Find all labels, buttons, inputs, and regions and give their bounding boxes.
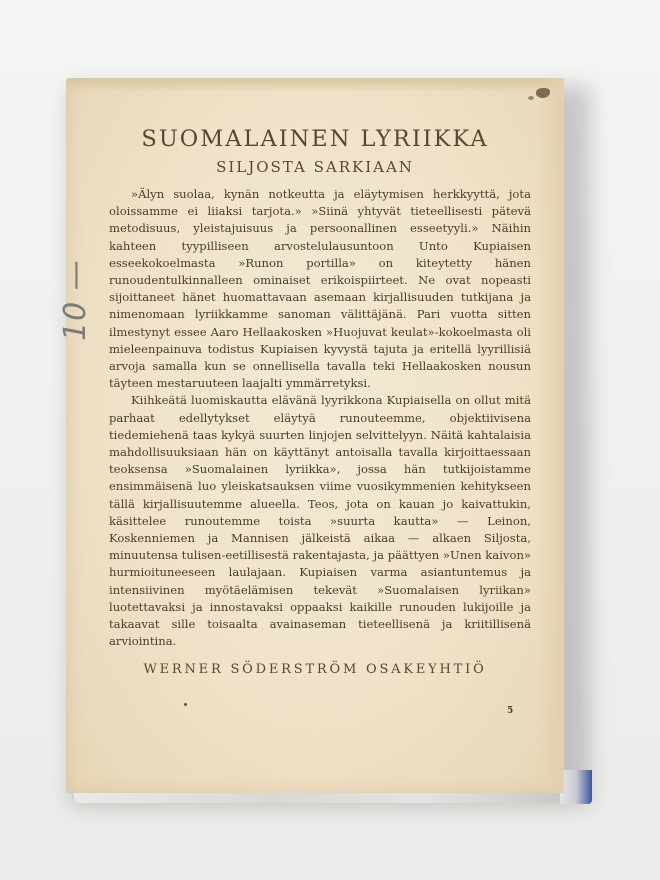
dust-jacket-back-cover [58, 78, 564, 793]
ink-dot [184, 703, 187, 706]
jacket-right-edge [536, 78, 564, 793]
page-number: 5 [507, 706, 514, 716]
blurb-paragraph: »Älyn suolaa, kynän notkeutta ja eläytymisen herkkyyttä, jota oloissamme ei liiaksi tarjota.» »Siinä yhtyvät tieteellisesti pätevä metodisuus, yleistajuisuus ja persoonallinen esseetyyli.» Näihin kahteen tyypilliseen arvostelulausuntoon Unto Kupiaisen esseekokoelmasta »Runon portilla» on kiteytetty hänen runoudentulkinnalleen ominaiset erikoispiirteet. Ne ovat nopeasti sijoittaneet hänet huomattavaan asemaan kirjallisuuden tutkijana ja nimenomaan lyriikkamme sanoman välittäjänä. Pari vuotta sitten ilmestynyt essee Aaro Hellaakosken »Huojuvat keulat»-kokoelmasta oli mieleenpainuva todistus Kupiaisen kyvystä tajuta ja eritellä lyyrillisiä arvoja samalla kun se onnellisella tavalla teki Hellaakosken nousun täyteen mestaruuteen laajalti ymmärretyksi. [109, 187, 531, 391]
book-subtitle: SILJOSTA SARKIAAN [216, 158, 414, 176]
book-title: SUOMALAINEN LYRIIKKA [141, 126, 489, 152]
jacket-top-edge [66, 78, 564, 92]
publisher-name: WERNER SÖDERSTRÖM OSAKEYHTIÖ [143, 662, 487, 677]
pencil-price-note: 10 — [58, 259, 93, 341]
blurb-paragraph: Kiihkeätä luomiskautta elävänä lyyrikkona Kupiaisella on ollut mitä parhaat edellytykset eläytyä runouteemme, objektiivisena tiedemiehenä taas kykyä suurten linjojen selvittelyyn. Näitä kahtalaisia mahdollisuuksiaan hän on käyttänyt antoisalla tavalla kirjoittaessaan teoksensa »Suomalainen lyriikka», jossa hän tutkijoistamme ensimmäisenä luo yleiskatsauksen viime vuosikymmenien kehitykseen tällä kirjallisuutemme alueella. Teos, jota on kauan jo kaivattukin, käsittelee runoutemme toista »suurta kautta» — Leinon, Koskenniemen ja Mannisen jälkeistä aikaa — alkaen Siljosta, minuutensa tulisen-eetillisestä rakentajasta, ja päättyen »Unen kaivon» hurmioituneeseen laulajaan. Kupiaisen varma asiantuntemus ja intensiivinen myötäelämisen tekevät »Suomalaisen lyriikan» luotettavaksi ja innostavaksi oppaaksi kaikille runouden lukijoille ja takaavat sille toisaalta avainaseman tieteellisenä ja kriitillisenä arviointina. [109, 393, 531, 649]
book-spine-corner [560, 770, 592, 804]
wear-mark [528, 96, 534, 100]
blurb-text [109, 186, 531, 650]
